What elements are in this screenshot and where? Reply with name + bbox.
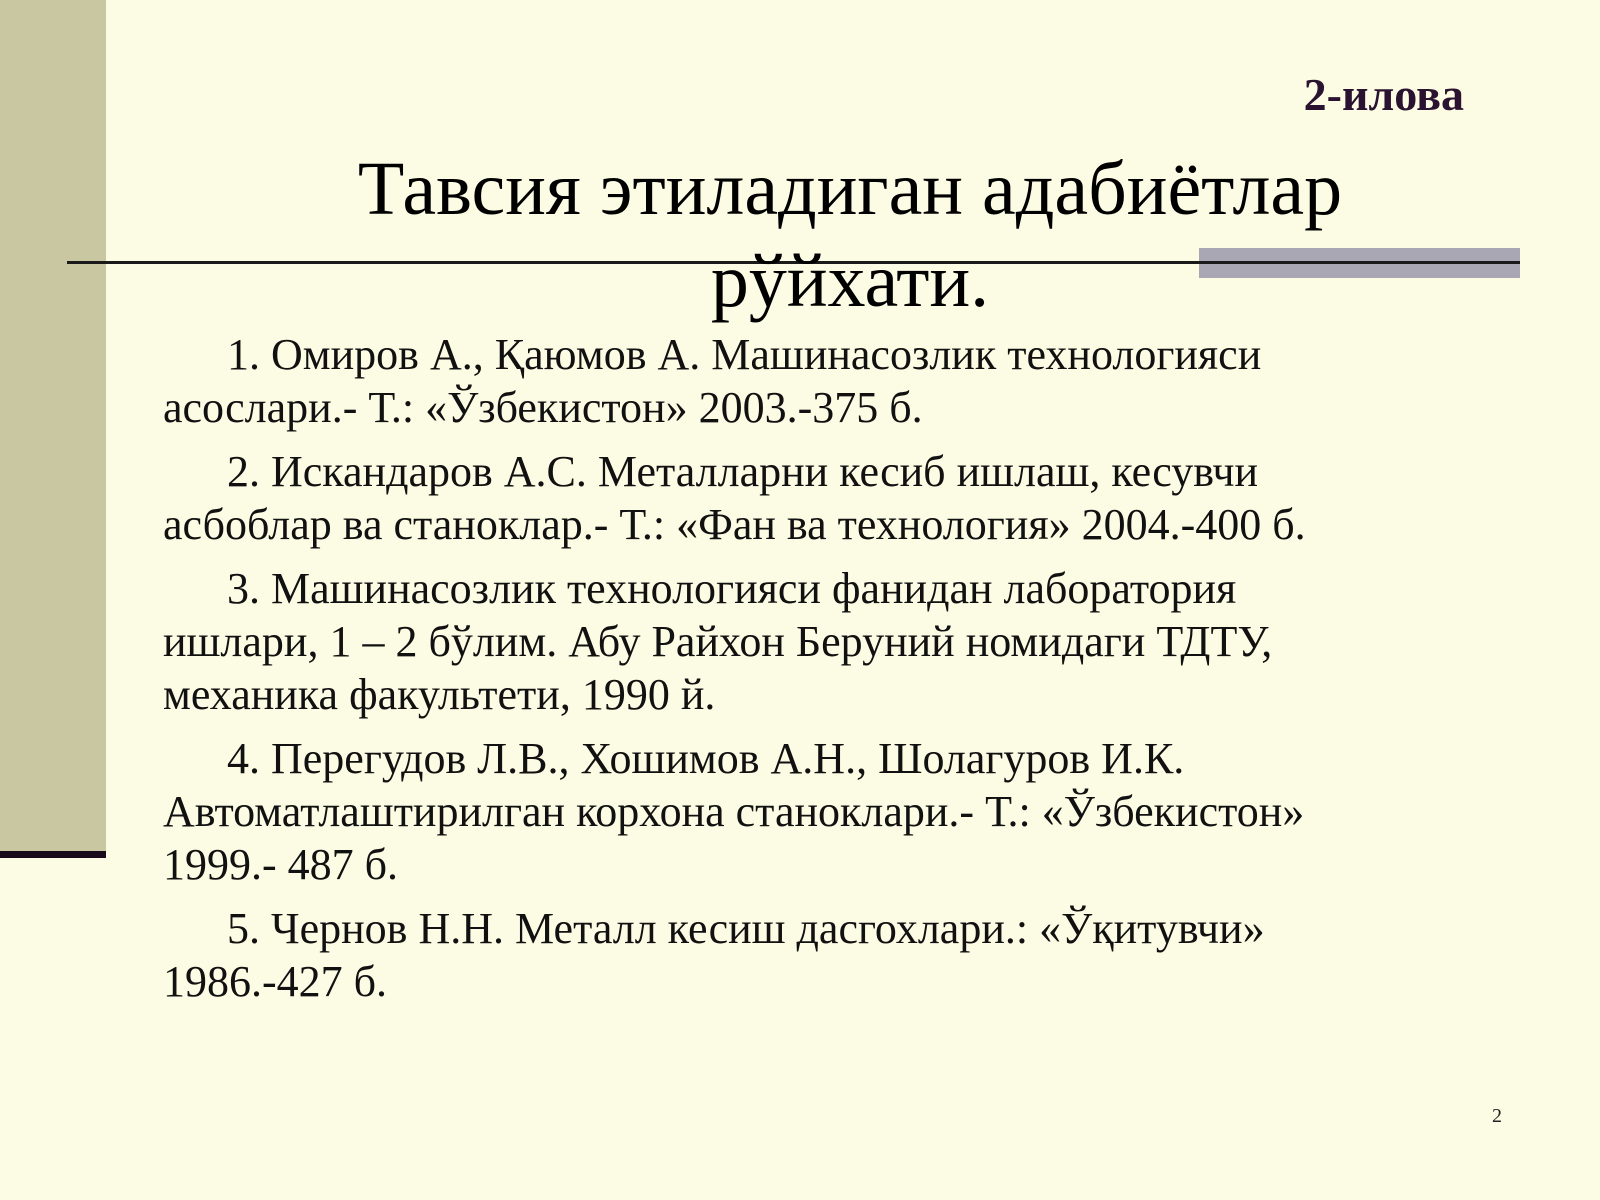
reference-list xyxy=(163,328,1463,1019)
reference-item-4: 4. Перегудов Л.В., Хошимов А.Н., Шолагуров И.К. Автоматлаштирилган корхона станоклари.- Т.: «Ўзбекистон» 1999.- 487 б. xyxy=(163,734,1305,889)
left-decorative-band xyxy=(0,0,106,851)
reference-item-1: 1. Омиров А., Қаюмов А. Машинасозлик технологияси асослари.- Т.: «Ўзбекистон» 2003.-375 б. xyxy=(163,330,1262,432)
left-band-rule xyxy=(0,851,106,858)
annex-label: 2-илова xyxy=(1303,69,1464,120)
page-number: 2 xyxy=(1492,1105,1502,1127)
slide-title-line-2: рўйхати. xyxy=(710,239,990,323)
slide-title-line-1: Тавсия этиладиган адабиётлар xyxy=(357,147,1343,231)
reference-item-3: 3. Машинасозлик технологияси фанидан лаборатория ишлари, 1 – 2 бўлим. Абу Райхон Беруний номидаги ТДТУ, механика факультети, 1990 й. xyxy=(163,564,1273,719)
slide-title xyxy=(200,143,1500,327)
reference-item-2: 2. Искандаров А.С. Металларни кесиб ишлаш, кесувчи асбоблар ва станоклар.- Т.: «Фан ва технология» 2004.-400 б. xyxy=(163,447,1306,549)
reference-item-5: 5. Чернов Н.Н. Металл кесиш дасгохлари.: «Ўқитувчи» 1986.-427 б. xyxy=(163,904,1265,1006)
